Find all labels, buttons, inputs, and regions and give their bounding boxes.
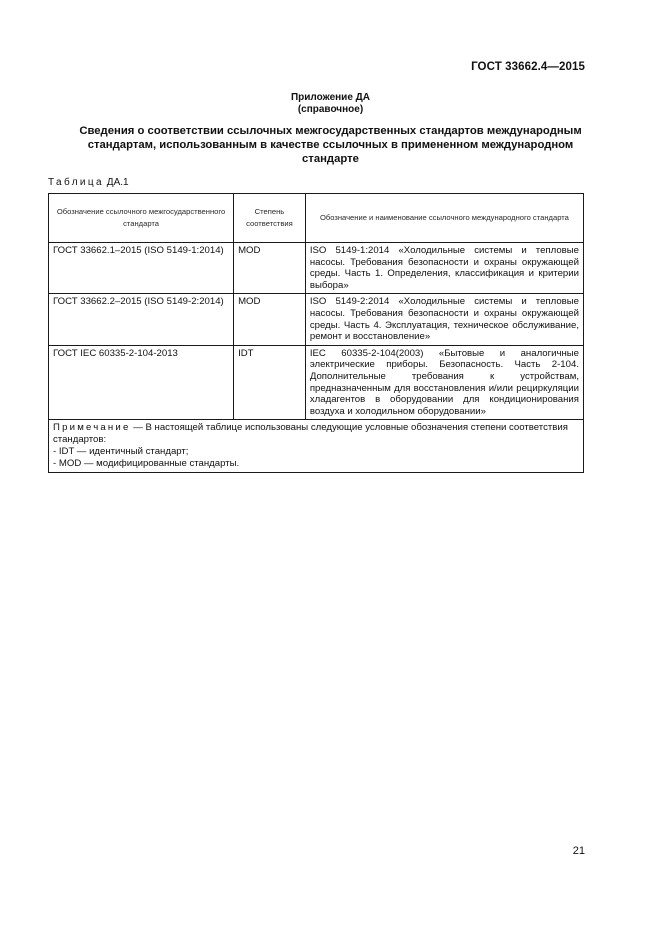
appendix-heading	[0, 92, 661, 116]
cell-iso: ISO 5149-2:2014 «Холодильные системы и тепловые насосы. Требования безопасности и охраны окружающей среды. Часть 4. Эксплуатация, техническое обслуживание, ремонт и восстановление»	[305, 294, 583, 345]
table-row	[49, 294, 584, 345]
header-gost: Обозначение ссылочного межгосударственного стандарта	[49, 194, 234, 243]
table-caption-number: ДА.1	[106, 177, 129, 188]
appendix-subtitle: (справочное)	[297, 104, 364, 115]
table-header	[49, 194, 584, 243]
cell-degree: MOD	[234, 243, 306, 294]
table-caption-word: Таблица	[48, 177, 105, 188]
correspondence-table	[48, 193, 584, 473]
table-note-row	[49, 420, 584, 473]
header-degree: Степень соответствия	[234, 194, 306, 243]
section-title: Сведения о соответствии ссылочных межгосударственных стандартов международным стандартам, использованным в качестве ссылочных в примененном международном стандарте	[79, 125, 582, 165]
table-row	[49, 243, 584, 294]
note-item-idt: - IDT — идентичный стандарт;	[53, 446, 189, 458]
cell-degree: IDT	[234, 345, 306, 420]
table-row	[49, 345, 584, 420]
appendix-title: Приложение ДА	[290, 92, 371, 103]
document-code-header: ГОСТ 33662.4—2015	[471, 61, 585, 73]
note-label: Примечание	[53, 422, 131, 434]
table-header-row	[49, 194, 584, 243]
table-caption	[48, 177, 129, 188]
page-number: 21	[572, 845, 585, 857]
table-note	[49, 420, 584, 473]
table-body	[49, 243, 584, 473]
note-text: — В настоящей таблице использованы следующие условные обозначения степени соответствия стандартов:	[53, 422, 568, 446]
cell-iso: ISO 5149-1:2014 «Холодильные системы и тепловые насосы. Требования безопасности и охраны окружающей среды. Часть 1. Определения, классификация и критерии выбора»	[305, 243, 583, 294]
cell-gost: ГОСТ 33662.1–2015 (ISO 5149-1:2014)	[49, 243, 234, 294]
cell-gost: ГОСТ 33662.2–2015 (ISO 5149-2:2014)	[49, 294, 234, 345]
cell-gost: ГОСТ IEC 60335-2-104-2013	[49, 345, 234, 420]
cell-iso: IEC 60335-2-104(2003) «Бытовые и аналогичные электрические приборы. Безопасность. Часть 2-104. Дополнительные требования к устройствам, предназначенным для восстановления и/или рециркуляции хладагентов в оборудовании для кондиционирования воздуха и холодильном оборудовании»	[305, 345, 583, 420]
note-paragraph	[53, 422, 568, 445]
header-iso: Обозначение и наименование ссылочного международного стандарта	[305, 194, 583, 243]
note-item-mod: - MOD — модифицированные стандарты.	[53, 458, 240, 470]
cell-degree: MOD	[234, 294, 306, 345]
